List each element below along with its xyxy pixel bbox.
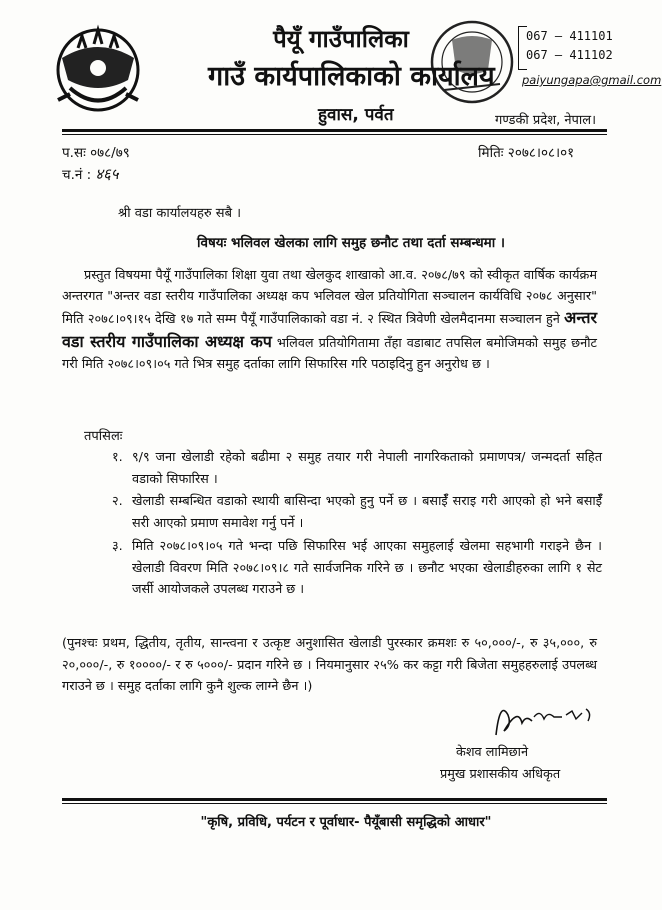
list-item (112, 536, 602, 601)
chn-label: च.नं : (62, 167, 92, 183)
letter-date (478, 143, 574, 161)
office-location: हुवास, पर्वत (318, 105, 394, 125)
list-item-number: २. (112, 494, 123, 509)
list-item-text: मिति २०७८।०९।०५ गते भन्दा पछि सिफारिस भई आएका समुहलाई खेलमा सहभागी गराइने छैन । खेलाडी विवरण मिति २०७८।०९।८ गते सार्वजनिक गरिने छ । छनौट भएका खेलाडीहरुका लागि १ सेट जर्सी आयोजकले उपलब्ध गराउने छ । (132, 539, 602, 597)
footer-divider-thin (62, 803, 607, 804)
body-emphasis: अन्तर वडा स्तरीय गाउँपालिका अध्यक्ष कप (62, 308, 597, 351)
office-name: गाउँ कार्यपालिकाको कार्यालय (208, 61, 495, 92)
signature-icon (478, 695, 608, 743)
list-item-text: ९/९ जना खेलाडी रहेको बढीमा २ समुह तयार गरी नेपाली नागरिकताको प्रमाणपत्र/ जन्मदर्ता सहित वडाको सिफारिस । (132, 450, 602, 487)
phone-number-2: 067 – 411102 (526, 48, 613, 62)
province-address: गण्डकी प्रदेश, नेपाल। (495, 113, 597, 128)
header-divider (62, 129, 607, 132)
details-heading: तपसिलः (84, 429, 123, 444)
list-item-number: ३. (112, 539, 123, 554)
chn-value: ४६५ (95, 165, 119, 183)
ps-value: ०७८/७९ (90, 145, 130, 161)
signer-designation: प्रमुख प्रशासकीय अधिकृत (440, 767, 561, 782)
reference-number (62, 143, 130, 161)
email-address[interactable]: paiyungapa@gmail.com (522, 73, 662, 87)
recipient: श्री वडा कार्यालयहरु सबै । (118, 206, 242, 221)
header-divider-thin (62, 134, 607, 135)
date-label: मितिः (478, 145, 504, 161)
letter-body (62, 265, 597, 375)
municipality-name: पैयूँ गाउँपालिका (273, 25, 409, 53)
list-item (112, 491, 602, 534)
postscript-note: (पुनश्चः प्रथम, द्धितीय, तृतीय, सान्त्वना र उत्कृष्ट अनुशासित खेलाडी पुरस्कार क्रमशः रु ५०,०००/-, रु ३५,०००, रु २०,०००/-, रु १००००/- र रु ५०००/- प्रदान गरिने छ । नियमानुसार २५% कर कट्टा गरी बिजेता समुहहरुलाई उपलब्ध गराउने छ । समुह दर्ताका लागि कुनै शुल्क लाग्ने छैन ।) (62, 636, 597, 694)
subject-line: विषयः भलिवल खेलका लागि समुह छनौट तथा दर्ता सम्बन्धमा । (196, 235, 506, 251)
body-part-2: भलिवल प्रतियोगितामा तँहा वडाबाट तपसिल बमोजिमको समुह छनौट गरी मिति २०७८।०९।०५ गते भित्र समुह दर्ताका लागि सिफारिस गरि पठाइदिनु हुन अनुरोध छ । (62, 335, 598, 372)
footer-slogan: "कृषि, प्रविधि, पर्यटन र पूर्वाधार- पैयूँबासी समृद्धिको आधार" (200, 815, 492, 830)
ps-label: प.सः (62, 145, 86, 161)
body-part-1: प्रस्तुत विषयमा पैयूँ गाउँपालिका शिक्षा युवा तथा खेलकुद शाखाको आ.व. २०७८/७९ को स्वीकृत वार्षिक कार्यक्रम अन्तरगत "अन्तर वडा स्तरीय गाउँपालिका अध्यक्ष कप भलिवल खेल प्रतियोगिता सञ्चालन कार्यविधि २०७८ अनुसार" मिति २०७८।०९।१५ देखि १७ गते सम्म पैयूँ गाउँपालिकाको वडा नं. २ स्थित त्रिवेणी खेलमैदानमा सञ्चालन हुने (62, 268, 597, 328)
list-item-text: खेलाडी सम्बन्धित वडाको स्थायी बासिन्दा भएको हुनु पर्ने छ । बसाईँ सराइ गरी आएको हो भने बसाईँ सरी आएको प्रमाण समावेश गर्नु पर्ने । (132, 494, 602, 531)
list-item (112, 447, 602, 490)
footer-divider (62, 798, 607, 801)
signer-name: केशव लामिछाने (456, 745, 529, 760)
dispatch-number (62, 164, 119, 184)
phone-number-1: 067 – 411101 (526, 29, 613, 43)
date-value: २०७८।०८।०१ (507, 145, 575, 161)
list-item-number: १. (112, 450, 123, 465)
